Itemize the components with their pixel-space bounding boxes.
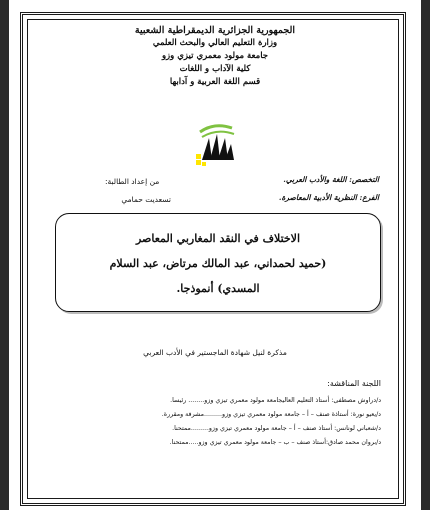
- header-line: كلية الآداب و اللغات: [179, 64, 251, 74]
- header-line: قسم اللغة العربية و آدابها: [169, 77, 261, 87]
- branch-line: الفرع: النظرية الأدبية المعاصرة.: [278, 193, 379, 202]
- header-line: الجمهورية الجزائرية الديمقراطية الشعبية: [134, 25, 296, 36]
- committee-member: د/شعباني لونانس: أستاذ صنف – أ – جامعة مولود معمري تيزي وزو.........ممتحنا.: [172, 425, 381, 432]
- student-label: من إعداد الطالبة:: [105, 177, 160, 186]
- committee-member: د/يعيو نورة: أستاذة صنف – أ – جامعة مولود معمري تيزي وزو.........مشرفة ومقررة.: [161, 411, 381, 418]
- student-name: تسعديت حمامي: [121, 195, 172, 204]
- thesis-title-line: (حميد لحمداني، عبد المالك مرتاض، عبد السلام: [109, 257, 327, 270]
- thesis-title-line: الاختلاف في النقد المغاربي المعاصر: [135, 232, 301, 245]
- institution-header: [9, 24, 421, 89]
- specialization-block: [279, 171, 379, 207]
- committee-member: د/دراوش مصطفى: أستاذ التعليم العاليجامعة مولود معمري تيزي وزو........ رئيسا.: [170, 397, 381, 404]
- thesis-title-line: المسدي) أنموذجا.: [176, 282, 260, 295]
- committee-heading: اللجنة المناقشة:: [327, 379, 381, 388]
- thesis-title-box: [55, 213, 381, 312]
- specialization-line: التخصص: اللغة والأدب العربي.: [283, 175, 379, 184]
- committee-member: د/بروان محمد صادق:أستاذ صنف – ب – جامعة مولود معمري تيزي وزو.....ممتحنا.: [169, 439, 381, 446]
- student-block: [105, 174, 172, 208]
- header-line: جامعة مولود معمري تيزي وزو: [161, 51, 269, 61]
- document-page: [9, 0, 421, 510]
- degree-statement: مذكرة لنيل شهادة الماجستير في الأدب العربي: [143, 348, 287, 357]
- header-line: وزارة التعليم العالي والبحث العلمي: [152, 38, 278, 48]
- examination-committee: [162, 377, 381, 450]
- university-logo-icon: [192, 118, 242, 168]
